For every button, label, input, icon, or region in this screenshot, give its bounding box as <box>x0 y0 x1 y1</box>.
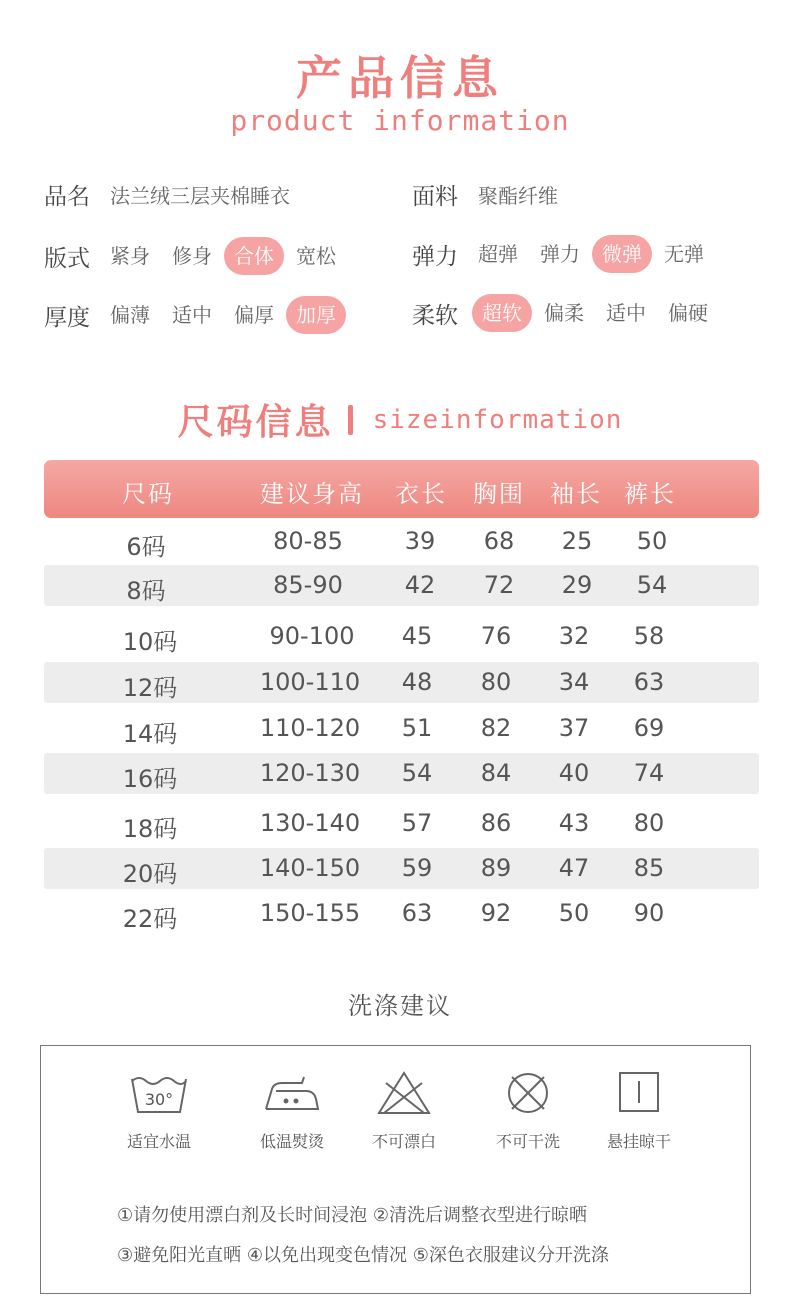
table-cell: 80 <box>480 668 512 696</box>
spec-label: 版式 <box>44 245 90 272</box>
spec-label: 弹力 <box>412 243 458 270</box>
spec-elasticity <box>412 234 726 274</box>
thickness-option: 偏厚 <box>234 303 274 327</box>
table-row <box>44 521 759 562</box>
table-cell: 76 <box>480 622 512 650</box>
table-cell: 43 <box>558 809 590 837</box>
table-cell: 54 <box>401 759 433 787</box>
table-cell: 100-110 <box>259 668 361 696</box>
table-cell: 40 <box>558 759 590 787</box>
table-cell: 74 <box>633 759 665 787</box>
table-cell: 140-150 <box>259 854 361 882</box>
table-cell: 92 <box>480 899 512 927</box>
fit-option: 紧身 <box>110 244 150 268</box>
table-cell: 90 <box>633 899 665 927</box>
column-header: 裤长 <box>624 480 676 508</box>
thickness-option: 适中 <box>172 303 212 327</box>
table-cell: 48 <box>401 668 433 696</box>
table-cell: 18码 <box>122 815 178 843</box>
size-section-heading <box>0 394 800 445</box>
size-table-header <box>44 460 759 518</box>
table-cell: 50 <box>558 899 590 927</box>
page-subtitle: product information <box>230 104 570 137</box>
elasticity-option: 超弹 <box>478 242 518 266</box>
care-label: 低温熨烫 <box>259 1132 324 1151</box>
spec-fit <box>44 236 358 276</box>
table-cell: 12码 <box>122 674 178 702</box>
table-cell: 14码 <box>122 720 178 748</box>
elasticity-option: 弹力 <box>540 242 580 266</box>
washing-box <box>40 1045 751 1294</box>
table-row <box>44 662 759 703</box>
column-header: 衣长 <box>395 480 447 508</box>
hang-dry-icon <box>579 1071 699 1115</box>
table-cell: 22码 <box>122 905 178 933</box>
table-cell: 130-140 <box>259 809 361 837</box>
table-row <box>44 616 759 657</box>
table-cell: 85-90 <box>273 571 343 599</box>
table-cell: 85 <box>633 854 665 882</box>
wash-30-icon <box>99 1071 219 1115</box>
fit-option-selected: 合体 <box>224 237 284 275</box>
column-header: 尺码 <box>122 480 174 508</box>
table-cell: 45 <box>401 622 433 650</box>
elasticity-option: 无弹 <box>664 242 704 266</box>
table-cell: 8码 <box>126 577 166 605</box>
table-cell: 37 <box>558 714 590 742</box>
table-cell: 120-130 <box>259 759 361 787</box>
table-cell: 110-120 <box>259 714 361 742</box>
washing-note: ③避免阳光直晒 ④以免出现变色情况 ⑤深色衣服建议分开洗涤 <box>117 1245 609 1266</box>
no-dry-clean-icon <box>468 1071 588 1115</box>
table-cell: 51 <box>401 714 433 742</box>
table-cell: 84 <box>480 759 512 787</box>
table-cell: 16码 <box>122 765 178 793</box>
table-cell: 63 <box>633 668 665 696</box>
page-title: 产品信息 <box>296 51 504 105</box>
table-cell: 69 <box>633 714 665 742</box>
spec-material <box>412 174 558 214</box>
care-label: 适宜水温 <box>126 1132 191 1151</box>
divider-bar <box>348 405 353 435</box>
table-cell: 57 <box>401 809 433 837</box>
table-cell: 80-85 <box>273 527 343 555</box>
spec-label: 面料 <box>412 183 458 210</box>
table-cell: 90-100 <box>269 622 355 650</box>
table-row <box>44 893 759 934</box>
table-cell: 29 <box>561 571 593 599</box>
spec-value: 聚酯纤维 <box>478 183 558 208</box>
table-row <box>44 803 759 844</box>
care-item <box>468 1071 588 1152</box>
softness-option: 偏柔 <box>544 301 584 325</box>
size-title-cn: 尺码信息 <box>177 402 334 443</box>
fit-option: 宽松 <box>296 244 336 268</box>
table-row <box>44 708 759 749</box>
care-item <box>579 1071 699 1152</box>
table-cell: 58 <box>633 622 665 650</box>
elasticity-option-selected: 微弹 <box>592 235 652 273</box>
table-cell: 82 <box>480 714 512 742</box>
table-cell: 50 <box>636 527 668 555</box>
spec-name <box>44 174 290 214</box>
table-cell: 25 <box>561 527 593 555</box>
table-cell: 47 <box>558 854 590 882</box>
spec-label: 厚度 <box>44 304 90 331</box>
table-cell: 89 <box>480 854 512 882</box>
spec-value: 法兰绒三层夹棉睡衣 <box>110 183 290 208</box>
size-title-en: sizeinformation <box>372 404 623 435</box>
column-header: 胸围 <box>473 480 525 508</box>
table-row <box>44 753 759 794</box>
table-cell: 6码 <box>126 533 166 561</box>
care-label: 悬挂晾干 <box>606 1132 671 1151</box>
table-cell: 54 <box>636 571 668 599</box>
table-cell: 39 <box>404 527 436 555</box>
table-cell: 63 <box>401 899 433 927</box>
softness-option-selected: 超软 <box>472 294 532 332</box>
table-cell: 72 <box>483 571 515 599</box>
column-header: 建议身高 <box>260 480 364 508</box>
table-cell: 68 <box>483 527 515 555</box>
table-cell: 42 <box>404 571 436 599</box>
softness-option: 偏硬 <box>668 301 708 325</box>
fit-option: 修身 <box>172 244 212 268</box>
spec-label: 柔软 <box>412 302 458 329</box>
table-cell: 150-155 <box>259 899 361 927</box>
table-cell: 10码 <box>122 628 178 656</box>
washing-title: 洗涤建议 <box>348 992 452 1020</box>
care-item <box>344 1071 464 1152</box>
softness-option: 适中 <box>606 301 646 325</box>
column-header: 袖长 <box>550 480 602 508</box>
wash-temp-text: 30° <box>144 1090 174 1109</box>
care-item <box>99 1071 219 1152</box>
no-bleach-icon <box>344 1071 464 1115</box>
spec-label: 品名 <box>44 183 90 210</box>
table-cell: 59 <box>401 854 433 882</box>
iron-low-icon <box>232 1071 352 1115</box>
table-cell: 80 <box>633 809 665 837</box>
table-cell: 86 <box>480 809 512 837</box>
table-cell: 34 <box>558 668 590 696</box>
thickness-option: 偏薄 <box>110 303 150 327</box>
table-row <box>44 565 759 606</box>
thickness-option-selected: 加厚 <box>286 296 346 334</box>
table-cell: 32 <box>558 622 590 650</box>
washing-note: ①请勿使用漂白剂及长时间浸泡 ②清洗后调整衣型进行晾晒 <box>117 1205 587 1226</box>
care-label: 不可漂白 <box>371 1132 436 1151</box>
spec-thickness <box>44 295 358 335</box>
care-item <box>232 1071 352 1152</box>
table-row <box>44 848 759 889</box>
spec-softness <box>412 293 730 333</box>
care-label: 不可干洗 <box>495 1132 560 1151</box>
table-cell: 20码 <box>122 860 178 888</box>
